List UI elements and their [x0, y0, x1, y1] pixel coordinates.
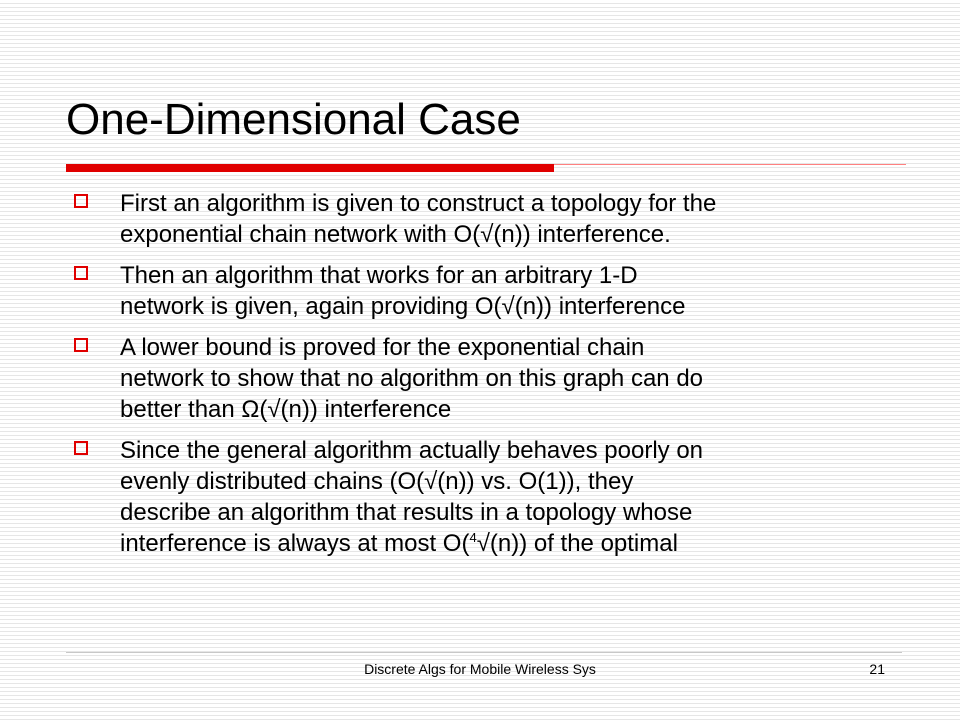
bullet-list: [72, 188, 902, 569]
slide-number: 21: [869, 661, 885, 677]
bullet-item: [72, 435, 902, 559]
bullet-text-part: √(n)) of the optimal: [476, 530, 678, 557]
bullet-text: [120, 435, 902, 559]
hollow-square-bullet-icon: [74, 338, 88, 352]
bullet-text: First an algorithm is given to construct a topology for the exponential chain network with O(√(n)) interference.: [120, 190, 717, 248]
root-index-superscript: 4: [469, 530, 477, 545]
hollow-square-bullet-icon: [74, 441, 88, 455]
bullet-item: [72, 188, 902, 250]
slide-title: One-Dimensional Case: [66, 95, 521, 144]
hollow-square-bullet-icon: [74, 194, 88, 208]
footer-divider: [66, 652, 902, 653]
title-underline-accent: [66, 164, 554, 172]
bullet-text-part: Since the general algorithm actually behaves poorly on evenly distributed chains (O(√(n)) vs. O(1)), they describe an algorithm that results in a topology whose interference is always at most O(: [120, 437, 704, 557]
hollow-square-bullet-icon: [74, 266, 88, 280]
footer-text: Discrete Algs for Mobile Wireless Sys: [364, 661, 596, 677]
bullet-item: [72, 260, 902, 322]
bullet-item: [72, 332, 902, 425]
bullet-text: A lower bound is proved for the exponential chain network to show that no algorithm on this graph can do better than Ω(√(n)) interference: [120, 334, 704, 423]
bullet-text: Then an algorithm that works for an arbitrary 1-D network is given, again providing O(√(n)) interference: [120, 262, 686, 320]
